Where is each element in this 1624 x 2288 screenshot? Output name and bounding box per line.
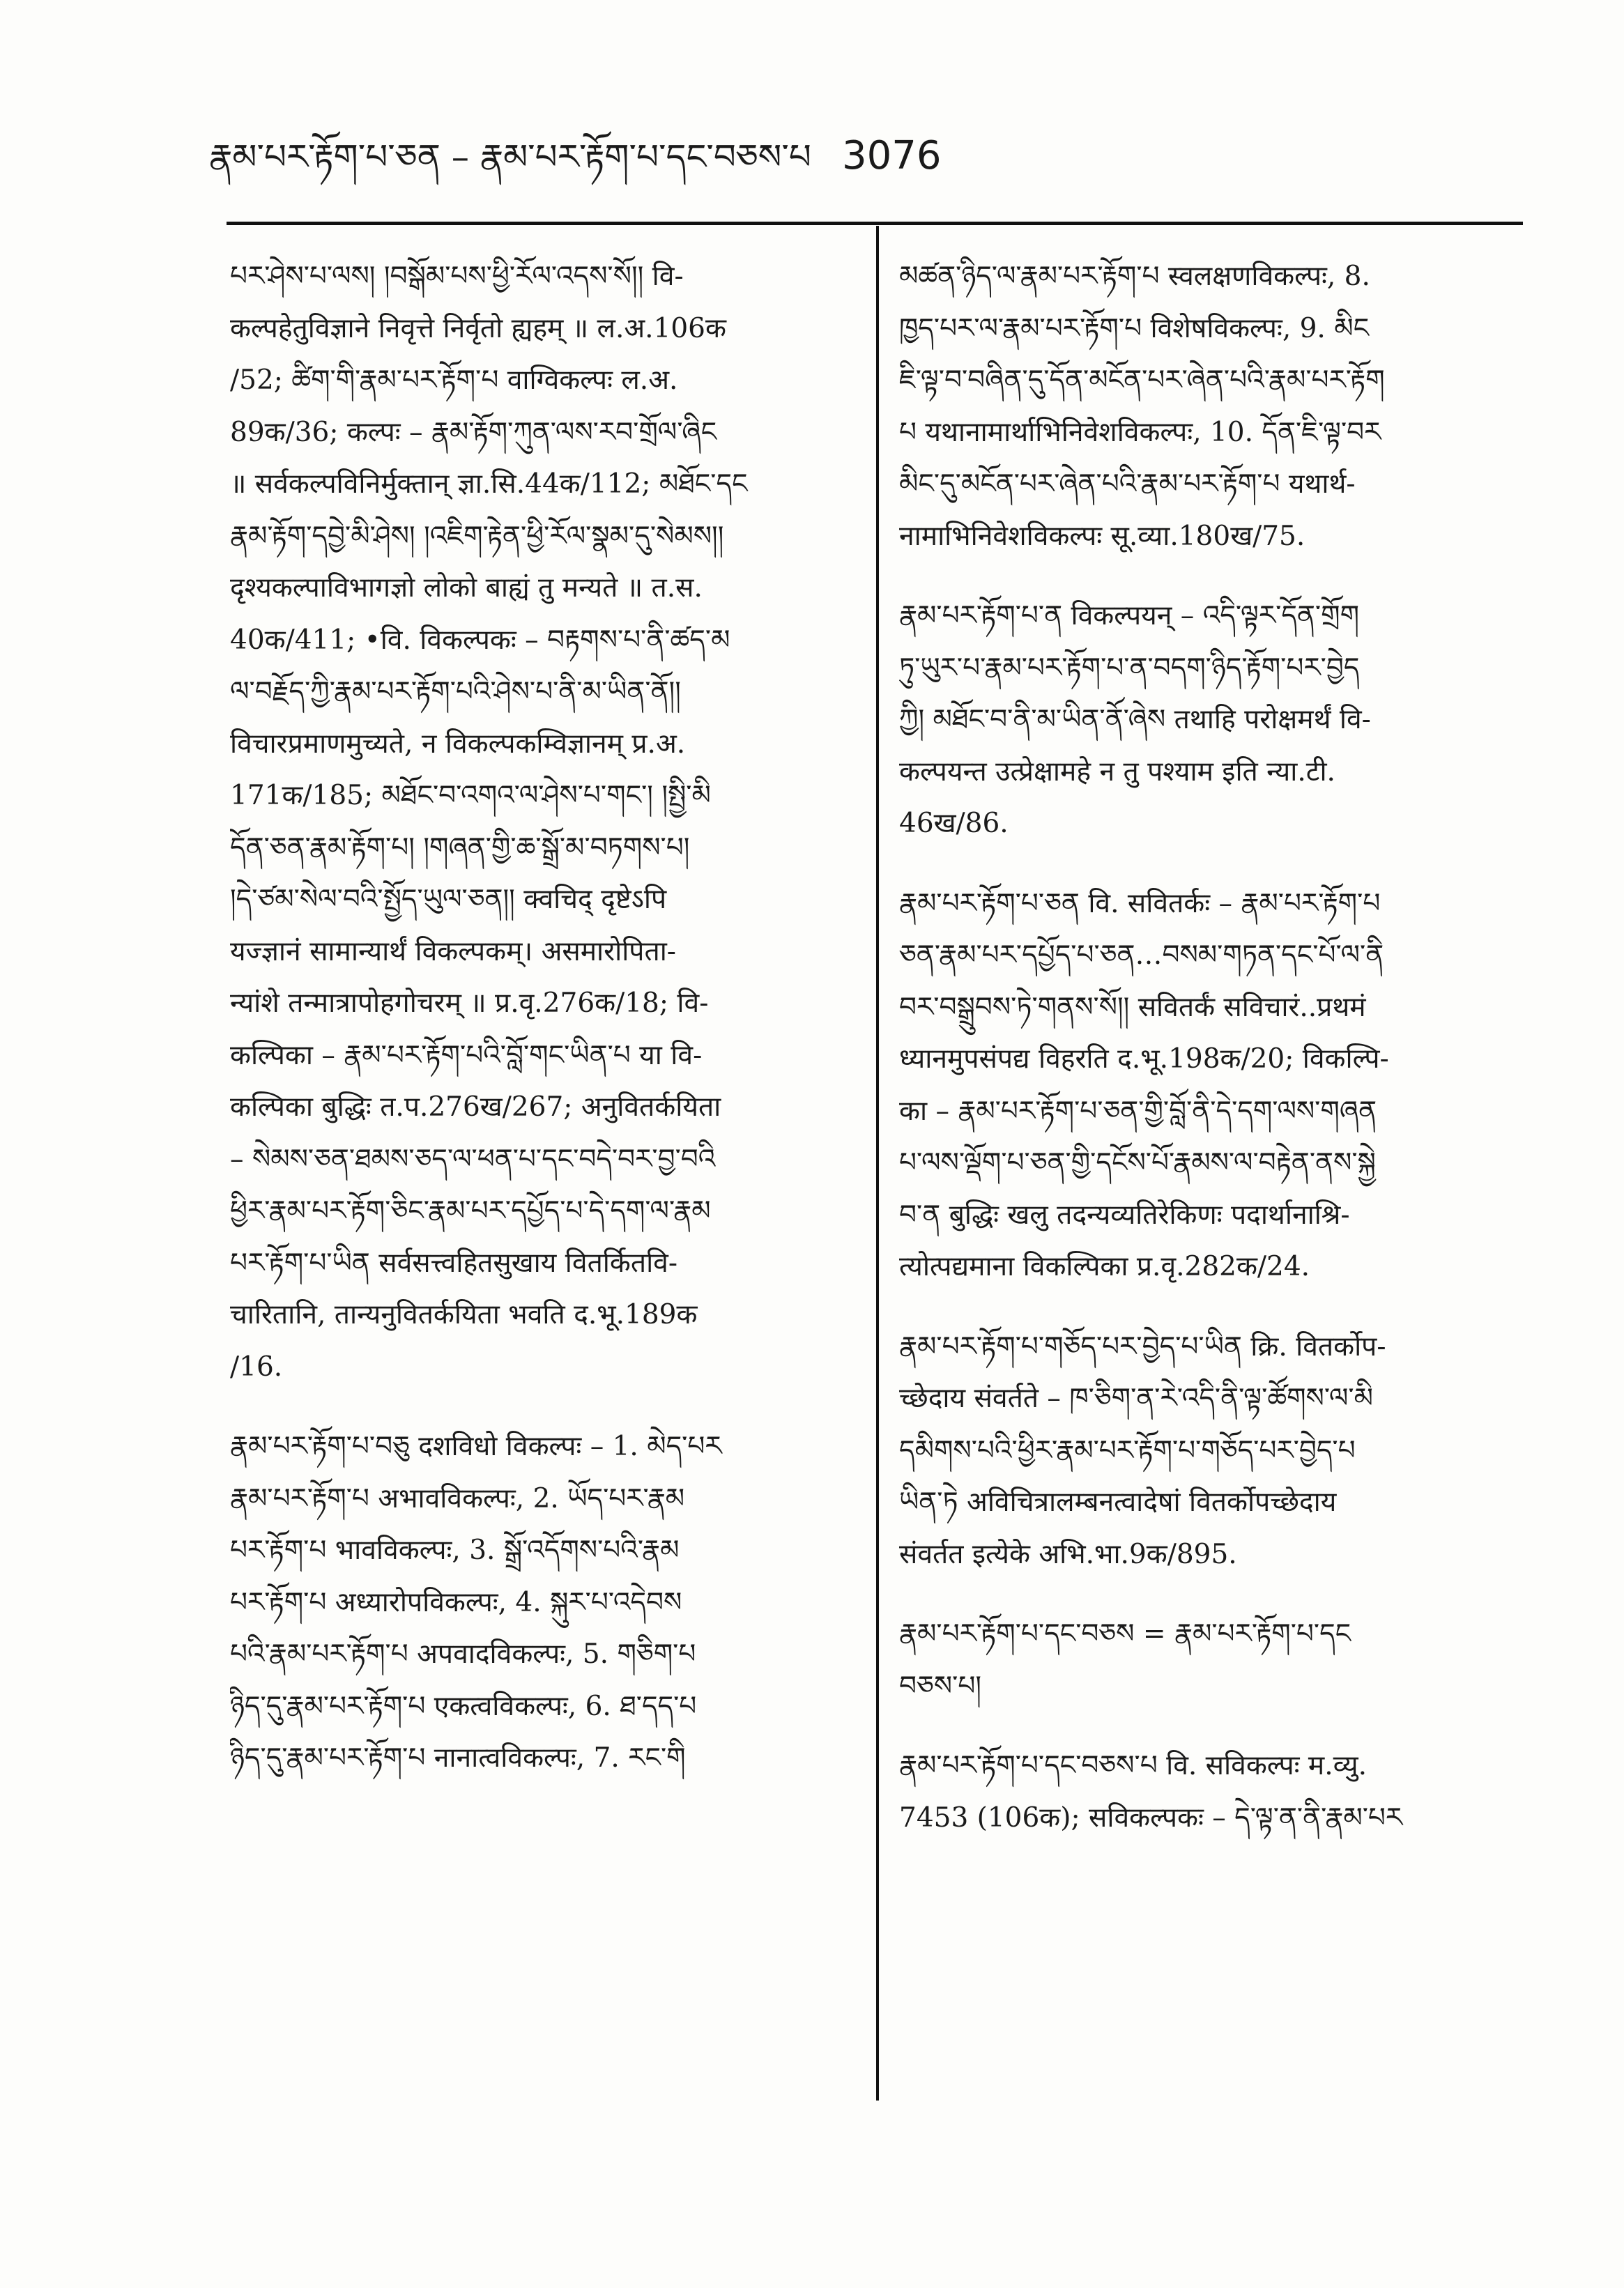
- page-number: 3076: [842, 133, 942, 178]
- text-line: རྣམ་པར་རྟོག་པ་ཅན वि. सवितर्कः – རྣམ་པར་རྟོག་པ: [899, 887, 1381, 919]
- text-line: कल्पिका बुद्धिः त.प.276ख/267; अनुवितर्कयिता: [230, 1091, 721, 1123]
- text-line: རྣམ་རྟོག་དབྱེ་མི་ཤེས། །འཇིག་རྟེན་ཕྱི་རོལ་སྣམ་དུ་སེམས།།: [230, 520, 724, 552]
- text-line: མིང་དུ་མངོན་པར་ཞེན་པའི་རྣམ་པར་རྟོག་པ यथार्थ-: [899, 468, 1356, 500]
- text-line: བ་ན बुद्धिः खलु तदन्यव्यतिरेकिणः पदार्थानाश्रि-: [899, 1199, 1350, 1231]
- running-header: [209, 118, 942, 216]
- text-line: རྣམ་པར་རྟོག་པ་གཅོད་པར་བྱེད་པ་ཡིན क्रि. वितर्कोप-: [899, 1330, 1386, 1362]
- text-line: པའི་རྣམ་པར་རྟོག་པ अपवादविकल्पः, 5. གཅིག་པ: [230, 1638, 696, 1670]
- dictionary-entry: [230, 1421, 843, 1785]
- text-line: རྣམ་པར་རྟོག་པ अभावविकल्पः, 2. ཡོད་པར་རྣམ: [230, 1482, 685, 1514]
- text-line: कल्पिका – རྣམ་པར་རྟོག་པའི་བློ་གང་ཡིན་པ या वि-: [230, 1039, 703, 1071]
- text-line: विचारप्रमाणमुच्यते, न विकल्पकम्विज्ञानम् प्र.अ.: [230, 728, 686, 760]
- text-line: दृश्यकल्पाविभागज्ञो लोको बाह्यं तु मन्यते ॥ त.स.: [230, 572, 703, 604]
- text-line: 40क/411; •वि. विकल्पकः – བརྟགས་པ་ནི་ཚད་མ: [230, 624, 730, 656]
- right-column: [899, 251, 1512, 2272]
- text-line: པར་རྟོག་པ भावविकल्पः, 3. སྒྲོ་འདོགས་པའི་རྣམ: [230, 1535, 680, 1566]
- text-line: 171क/185; མཐོང་བ་འགའ་ལ་ཤེས་པ་གང་། །སྤྱི་མི: [230, 780, 711, 811]
- text-line: ཕྱིར་རྣམ་པར་རྟོག་ཅིང་རྣམ་པར་དཔྱོད་པ་དེ་དག་ལ་རྣམ: [230, 1195, 711, 1227]
- text-line: རྣམ་པར་རྟོག་པ་བཅུ दशविधो विकल्पः – 1. མེད་པར: [230, 1431, 722, 1462]
- text-line: བར་བསྒྲུབས་ཏེ་གནས་སོ།། सवितर्कं सविचारं..प्रथमं: [899, 991, 1366, 1023]
- text-line: པ་ལས་ལྡོག་པ་ཅན་གྱི་དངོས་པོ་རྣམས་ལ་བརྟེན་ནས་སྐྱེ: [899, 1147, 1376, 1178]
- text-line: त्योत्पद्यमाना विकल्पिका प्र.वृ.282क/24.: [899, 1251, 1310, 1282]
- text-line: 46ख/86.: [899, 808, 1009, 839]
- text-line: པར་ཤེས་པ་ལས། །བསྒོམ་པས་ཕྱི་རོལ་འདས་སོ།། वि-: [230, 261, 684, 292]
- dictionary-entry: [899, 1740, 1512, 1844]
- text-line: का – རྣམ་པར་རྟོག་པ་ཅན་གྱི་བློ་ནི་དེ་དག་ལས་གཞན: [899, 1095, 1377, 1127]
- text-line: ཡིན་ཏེ अविचित्रालम्बनत्वादेषां वितर्कोपच्छेदाय: [899, 1487, 1337, 1518]
- text-line: चारितानि, तान्यनुवितर्कयिता भवति द.भू.189क: [230, 1299, 698, 1330]
- text-line: །དེ་ཙམ་སེལ་བའི་སྤྱོད་ཡུལ་ཅན།། क्वचिद् दृष्टेऽपि: [230, 884, 667, 915]
- text-line: – སེམས་ཅན་ཐམས་ཅད་ལ་ཕན་པ་དང་བདེ་བར་བྱ་བའི: [230, 1143, 716, 1175]
- text-line: ལ་བརྗོད་ཀྱི་རྣམ་པར་རྟོག་པའི་ཤེས་པ་ནི་མ་ཡིན་ནོ།།: [230, 676, 681, 707]
- text-line: དམིགས་པའི་ཕྱིར་རྣམ་པར་རྟོག་པ་གཅོད་པར་བྱེད་པ: [899, 1434, 1356, 1466]
- text-line: ཉིད་དུ་རྣམ་པར་རྟོག་པ एकत्वविकल्पः, 6. ཐ་དད་པ: [230, 1690, 697, 1722]
- text-line: कल्पहेतुविज्ञाने निवृत्ते निर्वृतो ह्यहम् ॥ ल.अ.106क: [230, 312, 726, 344]
- text-line: न्यांशे तन्मात्रापोहगोचरम् ॥ प्र.वृ.276क/18; वि-: [230, 988, 709, 1019]
- text-line: མཚན་ཉིད་ལ་རྣམ་པར་རྟོག་པ स्वलक्षणविकल्पः, 8.: [899, 261, 1370, 292]
- text-line: རྣམ་པར་རྟོག་པ་ན विकल्पयन् – འདི་ལྟར་དོན་གྲོག: [899, 600, 1360, 631]
- text-line: नामाभिनिवेशविकल्पः सू.व्या.180ख/75.: [899, 520, 1305, 552]
- dictionary-entry: [899, 590, 1512, 850]
- text-line: 89क/36; कल्पः – རྣམ་རྟོག་ཀུན་ལས་རབ་གྲོལ་ཞིང: [230, 416, 717, 448]
- left-column: [230, 251, 843, 2272]
- text-line: རྣམ་པར་རྟོག་པ་དང་བཅས་པ वि. सविकल्पः म.व्यु.: [899, 1750, 1368, 1781]
- text-line: རྣམ་པར་རྟོག་པ་དང་བཅས = རྣམ་པར་རྟོག་པ་དང: [899, 1618, 1351, 1650]
- text-line: པར་རྟོག་པ अध्यारोपविकल्पः, 4. སྐུར་པ་འདེབས: [230, 1586, 682, 1618]
- text-line: ཇི་ལྟ་བ་བཞིན་དུ་དོན་མངོན་པར་ཞེན་པའི་རྣམ་པར་རྟོག: [899, 364, 1385, 396]
- dictionary-entry: [899, 878, 1512, 1293]
- text-line: ཀྱི། མཐོང་བ་ནི་མ་ཡིན་ནོ་ཞེས तथाहि परोक्षमर्थं वि-: [899, 704, 1371, 735]
- text-line: པ यथानामार्थाभिनिवेशविकल्पः, 10. དོན་ཇི་ལྟ་བར: [899, 416, 1381, 448]
- column-divider: [876, 226, 879, 2101]
- running-head-text: རྣམ་པར་རྟོག་པ་ཅན – རྣམ་པར་རྟོག་པ་དང་བཅས་པ: [209, 137, 811, 177]
- dictionary-entry: [899, 1321, 1512, 1581]
- header-rule: [227, 222, 1523, 225]
- text-line: བཅས་པ།: [899, 1670, 981, 1702]
- text-line: ॥ सर्वकल्पविनिर्मुक्तान् ज्ञा.सि.44क/112; མཐོང་དང: [230, 468, 748, 500]
- text-line: /16.: [230, 1351, 283, 1383]
- text-line: ཁྱད་པར་ལ་རྣམ་པར་རྟོག་པ विशेषविकल्पः, 9. མིང: [899, 312, 1370, 344]
- text-line: /52; ཚིག་གི་རྣམ་པར་རྟོག་པ वाग्विकल्पः ल.अ.: [230, 364, 678, 396]
- text-line: པར་རྟོག་པ་ཡིན सर्वसत्त्वहितसुखाय वितर्कितवि-: [230, 1247, 678, 1279]
- text-line: 7453 (106क); सविकल्पकः – དེ་ལྟ་ན་ནི་རྣམ་པར: [899, 1802, 1403, 1834]
- text-line: ཉིད་དུ་རྣམ་པར་རྟོག་པ नानात्वविकल्पः, 7. རང་གི: [230, 1742, 686, 1774]
- text-line: संवर्तत इत्येके अभि.भा.9क/895.: [899, 1538, 1237, 1570]
- dictionary-entry: [899, 1608, 1512, 1712]
- dictionary-entry: [899, 251, 1512, 562]
- text-line: ध्यानमुपसंपद्य विहरति द.भू.198क/20; विकल्पि-: [899, 1043, 1389, 1075]
- text-line: यज्ज्ञानं सामान्यार्थं विकल्पकम्। असमारोपिता-: [230, 935, 676, 967]
- dictionary-entry: [230, 251, 843, 1393]
- text-line: ཅན་རྣམ་པར་དཔྱོད་པ་ཅན…བསམ་གཏན་དང་པོ་ལ་ནི: [899, 939, 1384, 971]
- text-line: च्छेदाय संवर्तते – ཁ་ཅིག་ན་རེ་འདི་ནི་ལྟ་ཚོགས་ལ་མི: [899, 1383, 1373, 1414]
- text-line: དོན་ཅན་རྣམ་རྟོག་པ། །གཞན་གྱི་ཆ་སྒྲོ་མ་བཏགས་པ།: [230, 831, 690, 863]
- text-line: ཏུ་ཡུར་པ་རྣམ་པར་རྟོག་པ་ན་བདག་ཉིད་རྟོག་པར་བྱེད: [899, 652, 1360, 684]
- text-line: कल्पयन्त उत्प्रेक्षामहे न तु पश्याम इति न्या.टी.: [899, 755, 1335, 788]
